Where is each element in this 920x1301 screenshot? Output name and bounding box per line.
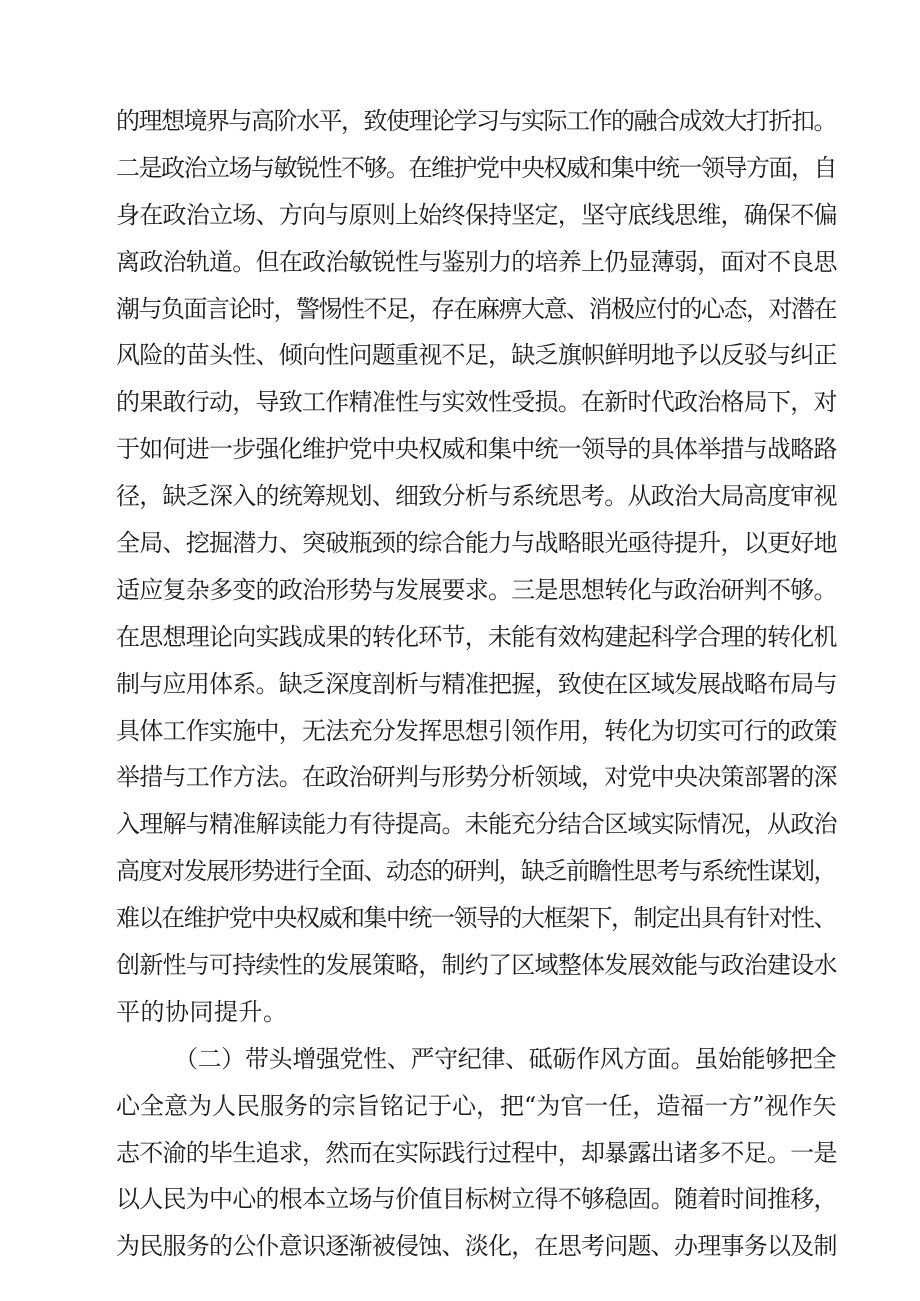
text-line: 风险的苗头性、倾向性问题重视不足，缺乏旗帜鲜明地予以反驳与纠正 <box>116 341 837 370</box>
paragraph-end-line: 平的协同提升。 <box>116 997 288 1026</box>
text-line: 为民服务的公仆意识逐渐被侵蚀、淡化，在思考问题、办理事务以及制 <box>116 1232 837 1261</box>
text-line: 入理解与精准解读能力有待提高。未能充分结合区域实际情况，从政治 <box>116 810 837 839</box>
text-line: 举措与工作方法。在政治研判与形势分析领域，对党中央决策部署的深 <box>116 763 837 792</box>
text-line: 离政治轨道。但在政治敏锐性与鉴别力的培养上仍显薄弱，面对不良思 <box>116 247 837 276</box>
text-line: 二是政治立场与敏锐性不够。在维护党中央权威和集中统一领导方面，自 <box>116 153 836 182</box>
text-line: 适应复杂多变的政治形势与发展要求。三是思想转化与政治研判不够。 <box>116 575 837 604</box>
text-line: 制与应用体系。缺乏深度剖析与精准把握，致使在区域发展战略布局与 <box>116 669 837 698</box>
text-line: 的理想境界与高阶水平，致使理论学习与实际工作的融合成效大打折扣。 <box>116 107 836 135</box>
text-line: 于如何进一步强化维护党中央权威和集中统一领导的具体举措与战略路 <box>116 435 837 464</box>
text-line: 以人民为中心的根本立场与价值目标树立得不够稳固。随着时间推移， <box>116 1185 837 1214</box>
text-line: 身在政治立场、方向与原则上始终保持坚定，坚守底线思维，确保不偏 <box>116 200 837 229</box>
text-line: 的果敢行动，导致工作精准性与实效性受损。在新时代政治格局下，对 <box>116 388 837 417</box>
text-line: 在思想理论向实践成果的转化环节，未能有效构建起科学合理的转化机 <box>116 622 837 651</box>
body-text <box>116 98 836 1270</box>
text-line: 难以在维护党中央权威和集中统一领导的大框架下，制定出具有针对性、 <box>116 904 836 933</box>
text-line: 高度对发展形势进行全面、动态的研判，缺乏前瞻性思考与系统性谋划， <box>116 857 836 886</box>
text-line: 潮与负面言论时，警惕性不足，存在麻痹大意、消极应付的心态，对潜在 <box>116 294 836 323</box>
text-line: 创新性与可持续性的发展策略，制约了区域整体发展效能与政治建设水 <box>116 951 837 980</box>
text-line: 全局、挖掘潜力、突破瓶颈的综合能力与战略眼光亟待提升，以更好地 <box>116 529 837 558</box>
text-line: 志不渝的毕生追求，然而在实际践行过程中，却暴露出诸多不足。一是 <box>116 1138 837 1167</box>
section-heading-line: （二）带头增强党性、严守纪律、砥砺作风方面。虽始能够把全 <box>174 1044 836 1073</box>
text-line: 心全意为人民服务的宗旨铭记于心，把“为官一任，造福一方”视作矢 <box>116 1091 837 1120</box>
text-line: 具体工作实施中，无法充分发挥思想引领作用，转化为切实可行的政策 <box>116 716 837 745</box>
text-line: 径，缺乏深入的统筹规划、细致分析与系统思考。从政治大局高度审视 <box>116 482 837 511</box>
